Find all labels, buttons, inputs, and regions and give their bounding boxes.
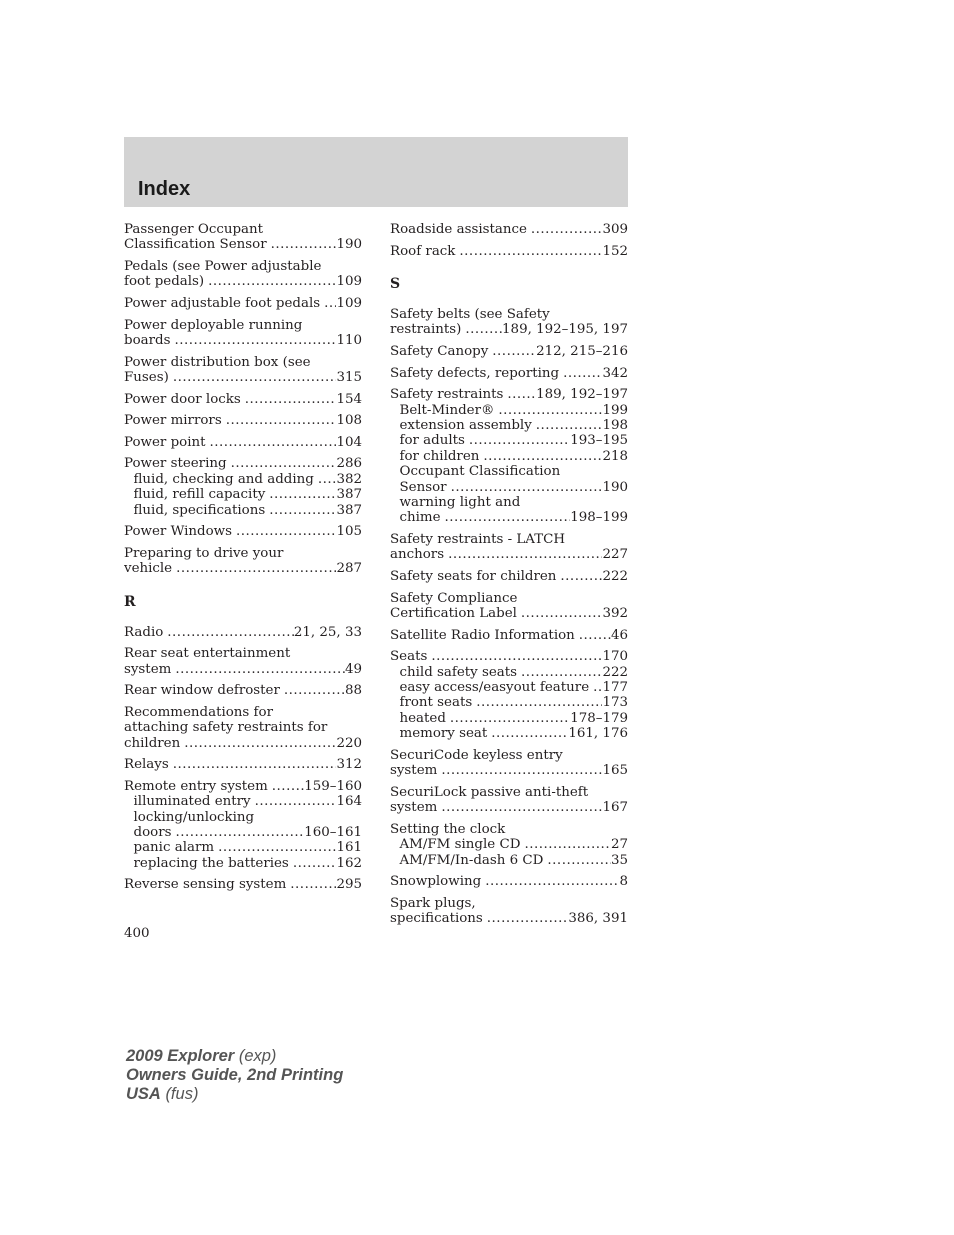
index-entry — [390, 785, 628, 816]
page-number: 400 — [124, 926, 150, 941]
dot-leader — [488, 344, 536, 359]
page-ref: 159–160 — [304, 778, 362, 794]
footer-model-code: (exp) — [238, 1047, 277, 1065]
entry-text: Roadside assistance — [390, 222, 527, 237]
index-entry — [390, 822, 628, 868]
index-entry — [390, 366, 628, 381]
index-entry — [390, 222, 628, 237]
page-ref: 173 — [602, 695, 628, 711]
footer-line-1 — [126, 1047, 343, 1066]
page-ref: 190 — [336, 237, 362, 253]
index-entry — [124, 779, 362, 871]
entry-text: for children — [399, 448, 480, 464]
page-ref: 154 — [336, 391, 362, 407]
dot-leader — [479, 449, 602, 464]
index-entry — [124, 456, 362, 518]
index-line — [124, 757, 362, 772]
dot-leader — [314, 472, 337, 487]
dot-leader — [320, 296, 336, 311]
page-ref: 190 — [602, 479, 628, 495]
dot-leader — [589, 680, 602, 695]
index-line — [124, 456, 362, 471]
index-line — [390, 547, 628, 562]
footer — [126, 1047, 343, 1104]
page-ref: 387 — [336, 502, 362, 518]
dot-leader — [543, 853, 611, 868]
page-ref: 105 — [336, 524, 362, 540]
dot-leader — [427, 649, 602, 664]
dot-leader — [437, 763, 602, 778]
index-entry — [124, 259, 362, 290]
entry-text: easy access/easyout feature — [399, 680, 590, 696]
entry-line: Recommendations for — [124, 704, 273, 720]
entry-text: Relays — [124, 757, 169, 773]
footer-line-3 — [126, 1085, 343, 1104]
dot-leader — [444, 547, 602, 562]
dot-leader — [517, 665, 602, 680]
page-ref: 222 — [602, 664, 628, 680]
entry-text: heated — [399, 710, 446, 726]
section-letter: S — [390, 276, 401, 292]
index-entry — [124, 296, 362, 311]
entry-line: Safety Compliance — [390, 590, 518, 606]
index-line — [390, 911, 628, 926]
dot-leader — [222, 413, 337, 428]
index-entry — [390, 628, 628, 643]
dot-leader — [286, 877, 336, 892]
dot-leader — [214, 840, 336, 855]
entry-line: SecuriCode keyless entry — [390, 747, 563, 763]
page-ref: 387 — [336, 487, 362, 503]
index-entry — [124, 435, 362, 450]
dot-leader — [280, 683, 345, 698]
page-ref: 27 — [610, 837, 628, 853]
entry-text: Safety restraints — [390, 387, 504, 403]
page-ref: 110 — [336, 333, 362, 348]
index-entry — [390, 344, 628, 359]
entry-line: attaching safety restraints for — [124, 720, 328, 736]
index-entry — [124, 413, 362, 428]
entry-text: Safety defects, reporting — [390, 365, 560, 381]
entry-text: Fuses) — [124, 370, 169, 385]
dot-leader — [268, 779, 304, 794]
entry-line: Passenger Occupant — [124, 222, 263, 237]
page-ref: 109 — [336, 296, 362, 311]
entry-text: Safety seats for children — [390, 569, 557, 585]
dot-leader — [163, 625, 294, 640]
dot-leader — [481, 874, 619, 889]
index-line — [390, 874, 628, 889]
dot-leader — [265, 487, 336, 502]
index-entry — [390, 748, 628, 779]
page-ref: 220 — [336, 735, 362, 751]
page-ref: 49 — [344, 661, 362, 677]
dot-leader — [527, 222, 603, 237]
entry-text: specifications — [390, 911, 483, 927]
entry-text: for adults — [399, 433, 465, 449]
sub-entry — [124, 472, 362, 487]
sub-entry — [390, 726, 628, 741]
index-line — [390, 569, 628, 584]
entry-text: AM/FM/In-dash 6 CD — [399, 852, 544, 868]
entry-text: chime — [399, 510, 441, 526]
index-entry — [124, 683, 362, 698]
entry-text: front seats — [399, 695, 473, 711]
dot-leader — [556, 569, 602, 584]
entry-text: Power mirrors — [124, 413, 222, 429]
page-ref: 165 — [602, 763, 628, 779]
index-line — [124, 435, 362, 450]
index-column-right — [390, 222, 628, 933]
entry-line: Setting the clock — [390, 821, 506, 837]
index-entry — [124, 546, 362, 577]
entry-text: Power steering — [124, 456, 227, 472]
sub-entry — [390, 680, 628, 695]
page-ref: 392 — [602, 606, 628, 622]
entry-line: Power deployable running — [124, 317, 303, 333]
page-ref: 315 — [336, 370, 362, 385]
entry-text: Radio — [124, 624, 164, 640]
entry-text: system — [390, 800, 438, 816]
entry-text: fluid, specifications — [133, 502, 266, 518]
index-line — [390, 322, 628, 337]
dot-leader — [447, 480, 603, 495]
index-line — [124, 333, 362, 348]
entry-text: anchors — [390, 547, 445, 563]
index-entry — [390, 591, 628, 622]
entry-text: Power point — [124, 434, 206, 450]
page-ref: 161, 176 — [568, 726, 628, 742]
index-line — [390, 344, 628, 359]
dot-leader — [437, 800, 602, 815]
entry-text: child safety seats — [399, 664, 517, 680]
sub-entry — [390, 695, 628, 710]
page-ref: 309 — [602, 222, 628, 237]
entry-text: foot pedals) — [124, 274, 205, 290]
entry-line: Safety belts (see Safety — [390, 307, 550, 322]
index-line — [124, 877, 362, 892]
page-ref: 295 — [336, 877, 362, 893]
sub-entry — [390, 853, 628, 868]
entry-text: Certification Label — [390, 606, 517, 622]
index-line — [390, 606, 628, 621]
index-line — [124, 625, 362, 640]
sub-entry — [124, 840, 362, 855]
page-ref: 21, 25, 33 — [293, 624, 362, 640]
dot-leader — [487, 726, 568, 741]
index-line — [390, 800, 628, 815]
entry-text: Power Windows — [124, 524, 232, 540]
page-ref: 104 — [336, 434, 362, 450]
page-ref: 222 — [602, 569, 628, 585]
entry-text: Rear window defroster — [124, 683, 280, 699]
entry-text: restraints) — [390, 322, 462, 338]
entry-line: Preparing to drive your — [124, 545, 284, 561]
index-line — [124, 413, 362, 428]
page-ref: 189, 192–195, 197 — [502, 322, 628, 338]
entry-text: doors — [133, 825, 172, 840]
index-line — [390, 222, 628, 237]
index-line — [124, 392, 362, 407]
entry-text: panic alarm — [133, 840, 215, 856]
entry-text: system — [124, 661, 172, 677]
page-ref: 286 — [336, 456, 362, 472]
page-ref: 160–161 — [304, 825, 362, 840]
entry-line: SecuriLock passive anti-theft — [390, 784, 589, 800]
page-ref: 386, 391 — [568, 911, 628, 927]
dot-leader — [465, 433, 570, 448]
page-ref: 167 — [602, 800, 628, 816]
dot-leader — [169, 757, 337, 772]
entry-text: Power adjustable foot pedals — [124, 296, 321, 311]
dot-leader — [241, 392, 337, 407]
dot-leader — [441, 510, 571, 525]
index-line — [124, 237, 362, 252]
index-entry — [124, 318, 362, 349]
page-ref: 227 — [602, 547, 628, 563]
index-entry — [390, 387, 628, 526]
dot-leader — [446, 711, 570, 726]
entry-text: Sensor — [399, 479, 447, 495]
index-entry — [124, 646, 362, 677]
index-entry — [390, 532, 628, 563]
page-ref: 108 — [336, 413, 362, 429]
entry-line: Spark plugs, — [390, 895, 476, 911]
dot-leader — [172, 561, 336, 576]
page-ref: 342 — [602, 365, 628, 381]
entry-line: Safety restraints - LATCH — [390, 532, 566, 548]
index-entry — [390, 874, 628, 889]
footer-region: USA — [126, 1085, 161, 1103]
index-entry — [124, 625, 362, 640]
entry-line: Rear seat entertainment — [124, 646, 291, 662]
entry-text: fluid, refill capacity — [133, 487, 266, 503]
entry-line: Pedals (see Power adjustable — [124, 259, 322, 274]
entry-line: Power distribution box (see — [124, 354, 311, 370]
page-ref: 218 — [602, 448, 628, 464]
sub-entry — [390, 433, 628, 448]
index-line — [124, 662, 362, 677]
dot-leader — [503, 387, 536, 402]
index-entry — [124, 355, 362, 386]
index-line — [390, 649, 628, 664]
index-line — [124, 561, 362, 576]
dot-leader — [472, 695, 602, 710]
header-band — [124, 137, 628, 207]
page-ref: 198–199 — [570, 510, 628, 526]
page-ref: 193–195 — [570, 433, 628, 449]
index-entry — [390, 569, 628, 584]
dot-leader — [517, 606, 603, 621]
dot-leader — [204, 274, 336, 289]
page-ref: 46 — [610, 627, 628, 643]
entry-text: extension assembly — [399, 418, 532, 433]
page-ref: 198 — [602, 418, 628, 433]
sub-entry-line: warning light and — [399, 495, 521, 511]
dot-leader — [267, 237, 337, 252]
dot-leader — [575, 628, 611, 643]
dot-leader — [559, 366, 602, 381]
entry-text: Classification Sensor — [124, 237, 267, 253]
index-line — [390, 387, 628, 402]
entry-text: Remote entry system — [124, 778, 268, 794]
sub-entry — [390, 480, 628, 495]
page-ref: 170 — [602, 649, 628, 665]
page-ref: 164 — [336, 794, 362, 810]
footer-model: 2009 Explorer — [126, 1047, 235, 1065]
sub-entry — [124, 487, 362, 502]
page-ref: 8 — [619, 874, 628, 890]
index-column-left — [124, 222, 362, 899]
index-line — [390, 366, 628, 381]
entry-text: Power door locks — [124, 391, 241, 407]
dot-leader — [251, 794, 337, 809]
index-entry — [390, 244, 628, 259]
footer-line-2 — [126, 1066, 343, 1085]
index-line — [124, 274, 362, 289]
dot-leader — [494, 403, 602, 418]
entry-text: boards — [124, 333, 171, 348]
page-ref: 212, 215–216 — [536, 344, 628, 359]
index-entry — [390, 896, 628, 927]
sub-entry — [124, 856, 362, 871]
entry-text: Safety Canopy — [390, 344, 489, 359]
page-ref: 382 — [336, 471, 362, 487]
sub-entry — [124, 503, 362, 518]
page-ref: 161 — [336, 840, 362, 856]
sub-entry — [390, 711, 628, 726]
index-line — [390, 628, 628, 643]
page-ref: 162 — [336, 855, 362, 871]
entry-text: illuminated entry — [133, 794, 251, 810]
dot-leader — [289, 856, 337, 871]
entry-text: Snowplowing — [390, 874, 482, 890]
sub-entry — [124, 794, 362, 809]
index-entry — [124, 877, 362, 892]
entry-text: Reverse sensing system — [124, 877, 287, 893]
page-ref: 109 — [336, 274, 362, 290]
index-line — [124, 370, 362, 385]
dot-leader — [227, 456, 337, 471]
dot-leader — [455, 244, 602, 259]
index-line — [124, 683, 362, 698]
page-title: Index — [138, 178, 191, 200]
dot-leader — [520, 837, 611, 852]
page-ref: 177 — [602, 680, 628, 696]
sub-entry — [390, 449, 628, 464]
footer-region-code: (fus) — [165, 1085, 199, 1103]
sub-entry — [390, 665, 628, 680]
index-line — [124, 779, 362, 794]
index-line — [124, 524, 362, 539]
page-ref: 35 — [610, 852, 628, 868]
dot-leader — [206, 435, 337, 450]
index-line — [390, 244, 628, 259]
entry-text: children — [124, 735, 181, 751]
index-entry — [390, 649, 628, 741]
index-line — [124, 296, 362, 311]
dot-leader — [171, 825, 304, 840]
index-entry — [124, 524, 362, 539]
dot-leader — [461, 322, 502, 337]
sub-entry — [390, 837, 628, 852]
page-ref: 189, 192–197 — [536, 387, 628, 403]
page-ref: 88 — [344, 683, 362, 699]
entry-text: Seats — [390, 649, 428, 665]
entry-text: vehicle — [124, 561, 173, 577]
page-ref: 152 — [602, 243, 628, 259]
entry-text: memory seat — [399, 726, 488, 742]
entry-text: Satellite Radio Information — [390, 627, 575, 643]
sub-entry — [390, 510, 628, 525]
dot-leader — [532, 418, 603, 433]
dot-leader — [169, 370, 337, 385]
section-letter: R — [124, 593, 136, 610]
index-line — [390, 763, 628, 778]
page-ref: 178–179 — [570, 710, 628, 726]
dot-leader — [171, 662, 345, 677]
page-ref: 287 — [336, 561, 362, 577]
page-ref: 312 — [336, 757, 362, 773]
entry-text: AM/FM single CD — [399, 837, 521, 853]
index-entry — [124, 222, 362, 253]
dot-leader — [170, 333, 336, 348]
sub-entry — [124, 825, 362, 840]
entry-text: Roof rack — [390, 243, 456, 259]
sub-entry — [390, 418, 628, 433]
footer-printing: Owners Guide, 2nd Printing — [126, 1066, 344, 1084]
index-entry — [390, 307, 628, 338]
sub-entry-line: Occupant Classification — [399, 464, 561, 480]
entry-text: fluid, checking and adding — [133, 471, 314, 487]
index-line — [124, 736, 362, 751]
entry-text: replacing the batteries — [133, 855, 289, 871]
sub-entry — [390, 403, 628, 418]
dot-leader — [265, 503, 336, 518]
dot-leader — [483, 911, 569, 926]
dot-leader — [232, 524, 336, 539]
entry-text: Belt-Minder® — [399, 402, 495, 418]
index-entry — [124, 705, 362, 751]
page-ref: 199 — [602, 402, 628, 418]
index-entry — [124, 392, 362, 407]
entry-text: system — [390, 763, 438, 779]
index-entry — [124, 757, 362, 772]
dot-leader — [180, 736, 336, 751]
sub-entry-line: locking/unlocking — [133, 809, 255, 825]
